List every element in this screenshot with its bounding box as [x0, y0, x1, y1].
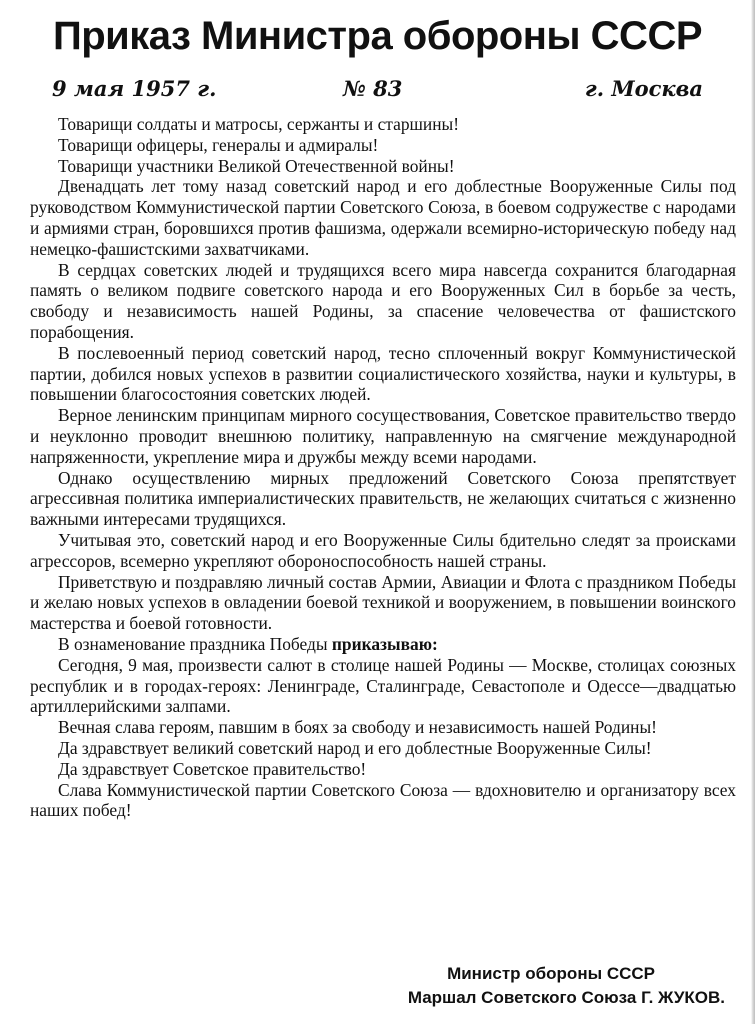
- signature-title: Министр обороны СССР: [447, 964, 655, 983]
- paragraph-congratulation: Приветствую и поздравляю личный состав Армии, Авиации и Флота с праздником Победы и желаю новых успехов в овладении боевой техникой и вооружением, в повышении воинского мастерства и боевой готовности.: [30, 571, 736, 634]
- order-intro-text: В ознаменование праздника Победы: [58, 633, 328, 654]
- paragraph-salute: Сегодня, 9 мая, произвести салют в столице нашей Родины — Москве, столицах союзных республик и в городах-героях: Ленинграде, Сталинграде, Севастополе и Одессе—двадцатью артиллерийскими залпами.: [30, 654, 736, 717]
- order-city: г. Москва: [584, 76, 703, 101]
- order-body: [30, 114, 736, 821]
- paragraph-vigilance: Учитывая это, советский народ и его Вооруженные Силы бдительно следят за происками агрессоров, всемерно укрепляют обороноспособность нашей страны.: [30, 529, 736, 571]
- greeting-officers: Товарищи офицеры, генералы и адмиралы!: [58, 134, 379, 155]
- order-date: 9 мая 1957 г.: [52, 76, 217, 101]
- paragraph-postwar: В послевоенный период советский народ, тесно сплоченный вокруг Коммунистической партии, добился новых успехов в развитии социалистического хозяйства, науки и культуры, в повышении благосостояния советских людей.: [30, 342, 736, 405]
- paragraph-eternal-glory: Вечная слава героям, павшим в боях за свободу и независимость нашей Родины!: [58, 717, 657, 738]
- paragraph-memory: В сердцах советских людей и трудящихся всего мира навсегда сохранится благодарная память о великом подвиге советского народа и его Вооруженных Сил в борьбе за честь, свободу и независимость нашей Родины, за спасение человечества от фашистского порабощения.: [30, 259, 736, 342]
- paragraph-imperialism: Однако осуществлению мирных предложений Советского Союза препятствует агрессивная политика империалистических правительств, не желающих считаться с жизненно важными интересами трудящихся.: [30, 467, 736, 530]
- greeting-soldiers: Товарищи солдаты и матросы, сержанты и старшины!: [58, 114, 460, 134]
- paragraph-glory-party: Слава Коммунистической партии Советского Союза — вдохновителю и организатору всех наших побед!: [30, 779, 736, 821]
- paragraph-long-live-people: Да здравствует великий советский народ и его доблестные Вооруженные Силы!: [58, 737, 652, 758]
- paragraph-long-live-government: Да здравствует Советское правительство!: [58, 758, 367, 779]
- paragraph-victory: Двенадцать лет тому назад советский народ и его доблестные Вооруженные Силы под руководством Коммунистической партии Советского Союза, в боевом содружестве с народами и армиями стран, боровшихся против фашизма, одержали всемирно-историческую победу над немецко-фашистскими захватчиками.: [30, 176, 736, 259]
- signature-block: [408, 962, 725, 1010]
- signature-name: Маршал Советского Союза Г. ЖУКОВ.: [407, 988, 725, 1007]
- greeting-veterans: Товарищи участники Великой Отечественной войны!: [58, 155, 455, 176]
- paragraph-policy: Верное ленинским принципам мирного сосуществования, Советское правительство твердо и неуклонно проводит внешнюю политику, направленную на смягчение международной напряженности, укрепление мира и дружбы между всеми народами.: [30, 405, 736, 467]
- page-edge-shadow: [751, 0, 755, 1024]
- paragraph-order-intro: [30, 634, 736, 655]
- order-number: № 83: [343, 76, 403, 101]
- page-title: Приказ Министра обороны СССР: [52, 14, 703, 58]
- order-word: приказываю:: [331, 633, 438, 654]
